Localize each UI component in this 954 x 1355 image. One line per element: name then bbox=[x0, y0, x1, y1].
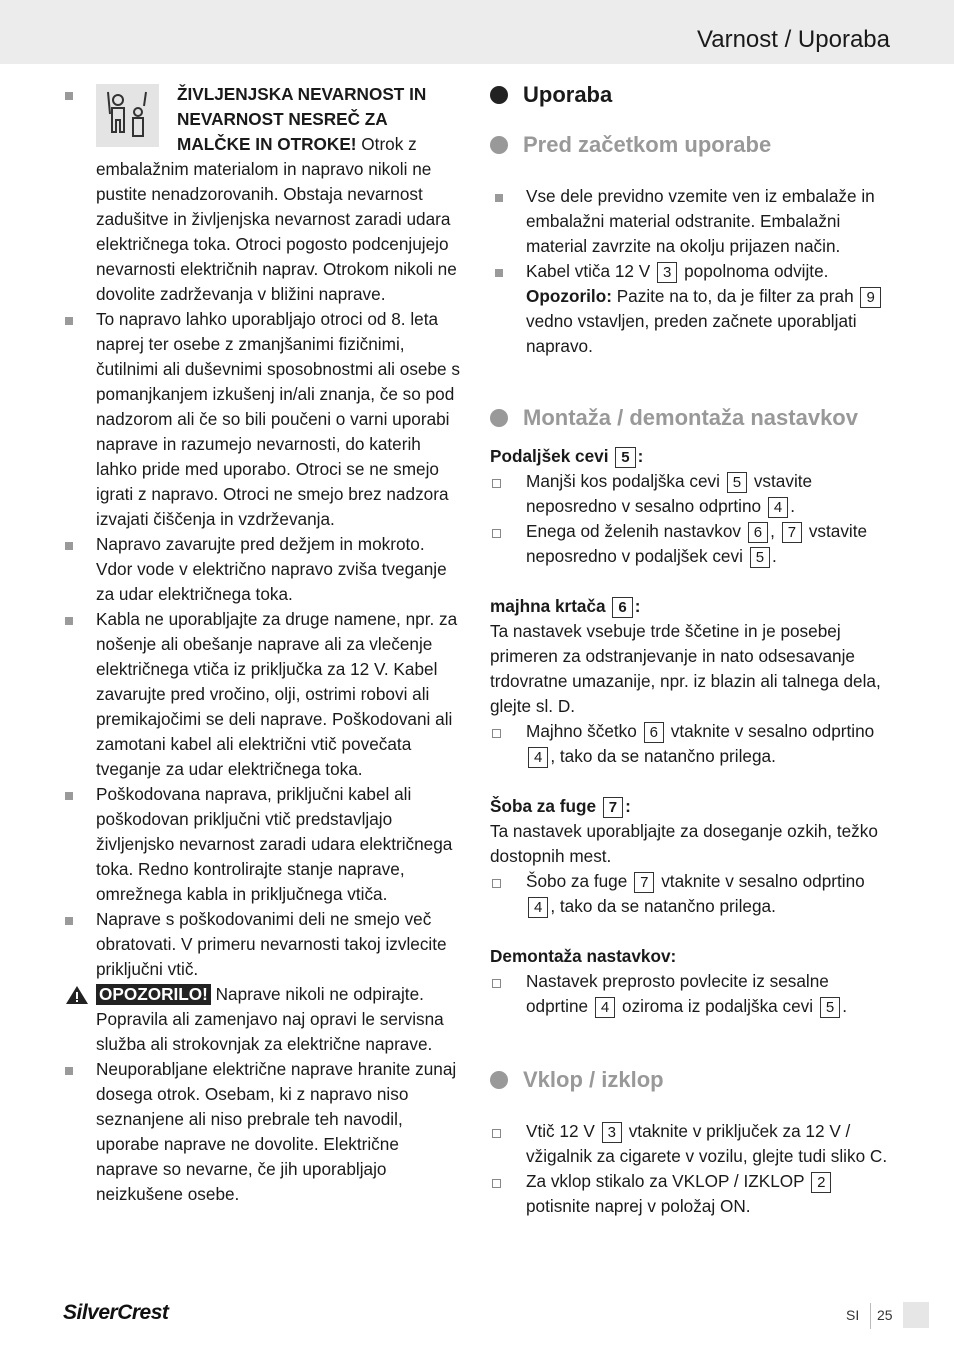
item-text: Pazite na to, da je filter za prah bbox=[616, 286, 854, 306]
ref-box: 4 bbox=[595, 997, 615, 1018]
item-text: vstavite neposredno v podaljšek cevi bbox=[526, 521, 868, 566]
ref-box: 4 bbox=[768, 497, 788, 518]
item-text: Neuporabljane električne naprave hranite zunaj dosega otrok. Osebam, ki z napravo niso seznanjene ali niso prebrale teh navodil, uporabe naprave ne dovolite. Električne naprave so nevarne, če jih uporabljajo neizkušene osebe. bbox=[96, 1059, 457, 1204]
page-number: 25 bbox=[877, 1307, 893, 1323]
bullet-square bbox=[65, 317, 73, 325]
subheading-podaljsek: Podaljšek cevi 5 : bbox=[490, 446, 644, 466]
bullet-checkbox bbox=[492, 979, 501, 988]
list-item bbox=[60, 532, 465, 607]
item-text: tako da se natančno prilega. bbox=[559, 746, 776, 766]
bullet-dot bbox=[490, 1071, 508, 1089]
item-text: Šobo za fuge bbox=[526, 871, 628, 891]
warning-item bbox=[60, 982, 465, 1057]
subheading-text: Podaljšek cevi bbox=[490, 446, 609, 466]
ref-box: 5 bbox=[750, 547, 770, 568]
danger-title: ŽIVLJENJSKA NEVARNOST IN NEVARNOST NESREČ ZA MALČKE IN OTROKE! bbox=[177, 84, 427, 154]
section-heading-vklop bbox=[490, 1067, 890, 1092]
heading-text: Vklop / izklop bbox=[523, 1067, 664, 1092]
heading-text: Montaža / demontaža nastavkov bbox=[523, 405, 858, 430]
list-item bbox=[60, 782, 465, 907]
bullet-checkbox bbox=[492, 1129, 501, 1138]
bullet-square bbox=[495, 269, 503, 277]
ref-box: 4 bbox=[528, 747, 548, 768]
ref-box: 2 bbox=[811, 1172, 831, 1193]
section-heading-uporaba bbox=[490, 82, 890, 107]
danger-text: embalažnim materialom in napravo nikoli ne pustite nenadzorovanih. Obstaja nevarnost zadušitve in življenjska nevarnost zaradi udara električnega toka. Otroci pogosto podcenjujejo nevarnosti električnih naprav. Otrokom nikoli ne dovolite zadrževanja v bližini naprave. bbox=[96, 159, 457, 304]
ref-box: 6 bbox=[644, 722, 664, 743]
footer-divider bbox=[870, 1303, 871, 1329]
bullet-dot bbox=[490, 409, 508, 427]
ref-box: 4 bbox=[528, 897, 548, 918]
bullet-checkbox bbox=[492, 479, 501, 488]
item-text: Enega od želenih nastavkov bbox=[526, 521, 741, 541]
bullet-checkbox bbox=[492, 729, 501, 738]
item-text: vedno vstavljen, preden začnete uporabljati napravo. bbox=[526, 311, 857, 356]
bullet-dot bbox=[490, 86, 508, 104]
bullet-checkbox bbox=[492, 1179, 501, 1188]
item-text: potisnite naprej v položaj ON. bbox=[526, 1196, 751, 1216]
list-item bbox=[60, 907, 465, 982]
danger-item bbox=[60, 82, 465, 307]
warning-label: Opozorilo: bbox=[526, 286, 612, 306]
item-text: vtaknite v sesalno odprtino bbox=[670, 721, 875, 741]
bullet-checkbox bbox=[492, 529, 501, 538]
ref-box: 6 bbox=[748, 522, 768, 543]
item-text: tako da se natančno prilega. bbox=[559, 896, 776, 916]
ref-box: 3 bbox=[657, 262, 677, 283]
list-item: Majhno ščetko 6 vtaknite v sesalno odprtino 4 , tako da se natančno prilega. bbox=[490, 719, 890, 769]
list-item: Šobo za fuge 7 vtaknite v sesalno odprtino 4 , tako da se natančno prilega. bbox=[490, 869, 890, 919]
list-item bbox=[490, 184, 890, 259]
item-text: vstavite neposredno v sesalno odprtino bbox=[526, 471, 813, 516]
paragraph: Ta nastavek uporabljajte za doseganje ozkih, težko dostopnih mest. bbox=[490, 821, 878, 866]
ref-box: 6 bbox=[612, 597, 632, 618]
item-text: Napravo zavarujte pred dežjem in mokroto. Vdor vode v električno napravo zviša tveganje za udar električnega toka. bbox=[96, 534, 447, 604]
language-code: SI bbox=[846, 1307, 860, 1323]
ref-box: 7 bbox=[782, 522, 802, 543]
ref-box: 5 bbox=[820, 997, 840, 1018]
brand-logo: SilverCrest bbox=[63, 1301, 169, 1324]
warning-text: Naprave nikoli ne odpirajte. Popravila ali zamenjavo naj opravi le servisna služba ali strokovnjak za električne naprave. bbox=[96, 984, 444, 1054]
footer-marker bbox=[903, 1302, 929, 1328]
subheading-text: Šoba za fuge bbox=[490, 796, 597, 816]
heading-text: Uporaba bbox=[523, 82, 613, 107]
list-item bbox=[60, 307, 465, 532]
ref-box: 7 bbox=[634, 872, 654, 893]
section-heading-pred bbox=[490, 132, 890, 157]
list-item bbox=[60, 607, 465, 782]
list-item: Nastavek preprosto povlecite iz sesalne odprtine 4 oziroma iz podaljška cevi 5 . bbox=[490, 969, 890, 1019]
item-text: vtaknite v sesalno odprtino bbox=[661, 871, 865, 891]
item-text: Kabla ne uporabljajte za druge namene, npr. za nošenje ali obešanje naprave ali za vlečenje električnega vtiča iz priključka za 12 V. Kabel zavarujte pred vročino, olji, ostrimi robovi ali premikajočimi se deli naprave. Poškodovani ali zamotani kabel ali električni vtič povečata tveganje za udar električnega toka. bbox=[96, 609, 458, 779]
bullet-dot bbox=[490, 136, 508, 154]
ref-box: 7 bbox=[603, 797, 623, 818]
page-title: Varnost / Uporaba bbox=[697, 26, 890, 53]
bullet-square bbox=[65, 1067, 73, 1075]
child-warning-icon bbox=[96, 84, 159, 147]
bullet-square bbox=[65, 792, 73, 800]
section-heading-montaza bbox=[490, 405, 890, 430]
item-text: Majhno ščetko bbox=[526, 721, 637, 741]
bullet-square bbox=[65, 542, 73, 550]
subheading-text: majhna krtača bbox=[490, 596, 606, 616]
list-item bbox=[490, 1169, 890, 1219]
item-text: Za vklop stikalo za VKLOP / IZKLOP bbox=[526, 1171, 805, 1191]
item-text: oziroma iz podaljška cevi bbox=[622, 996, 814, 1016]
item-text: Kabel vtiča 12 V bbox=[526, 261, 651, 281]
bullet-square bbox=[65, 617, 73, 625]
page-header bbox=[0, 0, 954, 64]
list-item bbox=[490, 1119, 890, 1169]
item-text: Naprave s poškodovanimi deli ne smejo več obratovati. V primeru nevarnosti takoj izvlecite priključni vtič. bbox=[96, 909, 447, 979]
item-text: vtaknite v priključek za 12 V / vžigalnik za cigarete v vozilu, glejte tudi sliko C. bbox=[526, 1121, 888, 1166]
list-item bbox=[490, 259, 890, 359]
item-text: Poškodovana naprava, priključni kabel ali poškodovan priključni vtič predstavljajo življenjsko nevarnost zaradi udara električnega toka. Redno kontrolirajte stanje naprave, omrežnega kabla in priključnega vtiča. bbox=[96, 784, 453, 904]
paragraph: Ta nastavek vsebuje trde ščetine in je posebej primeren za odstranjevanje in nato odsesavanje trdovratne umazanije, npr. iz blazin ali talnega dela, glejte sl. D. bbox=[490, 621, 881, 716]
heading-text: Pred začetkom uporabe bbox=[523, 132, 772, 157]
list-item bbox=[60, 1057, 465, 1207]
item-text: Vse dele previdno vzemite ven iz embalaže in embalažni material odstranite. Embalažni material zavrzite na okolju prijazen način. bbox=[526, 186, 875, 256]
subheading-demontaza: Demontaža nastavkov: bbox=[490, 946, 677, 966]
ref-box: 5 bbox=[727, 472, 747, 493]
ref-box: 3 bbox=[602, 1122, 622, 1143]
right-column bbox=[490, 82, 890, 1219]
bullet-square bbox=[65, 92, 73, 100]
list-item: Manjši kos podaljška cevi 5 vstavite neposredno v sesalno odprtino 4 . bbox=[490, 469, 890, 519]
bullet-square bbox=[495, 194, 503, 202]
subheading-krtaca: majhna krtača 6 : bbox=[490, 596, 641, 616]
danger-text-head: Otrok z bbox=[361, 134, 417, 154]
item-text: Nastavek preprosto povlecite iz sesalne odprtine bbox=[526, 971, 829, 1016]
subheading-soba: Šoba za fuge 7 : bbox=[490, 796, 631, 816]
bullet-square bbox=[65, 917, 73, 925]
bullet-checkbox bbox=[492, 879, 501, 888]
item-text: popolnoma odvijte. bbox=[684, 261, 829, 281]
ref-box: 9 bbox=[860, 287, 880, 308]
list-item: Enega od želenih nastavkov 6 , 7 vstavite neposredno v podaljšek cevi 5 . bbox=[490, 519, 890, 569]
item-text: Manjši kos podaljška cevi bbox=[526, 471, 720, 491]
warning-label: OPOZORILO! bbox=[96, 984, 211, 1005]
warning-triangle-icon bbox=[65, 985, 89, 1005]
item-text: Vtič 12 V bbox=[526, 1121, 595, 1141]
left-column bbox=[60, 82, 465, 1207]
ref-box: 5 bbox=[615, 447, 635, 468]
item-text: To napravo lahko uporabljajo otroci od 8. leta naprej ter osebe z zmanjšanimi fizičnimi, čutilnimi ali duševnimi sposobnostmi ali osebe s pomanjkanjem izkušenj in/ali znanja, če so pod nadzorom ali če so bili poučeni o varni uporabi naprave in razumejo nevarnosti, do katerih lahko pride med uporabo. Otroci se ne smejo igrati z napravo. Otroci ne smejo brez nadzora izvajati čiščenja in vzdrževanja. bbox=[96, 309, 460, 529]
